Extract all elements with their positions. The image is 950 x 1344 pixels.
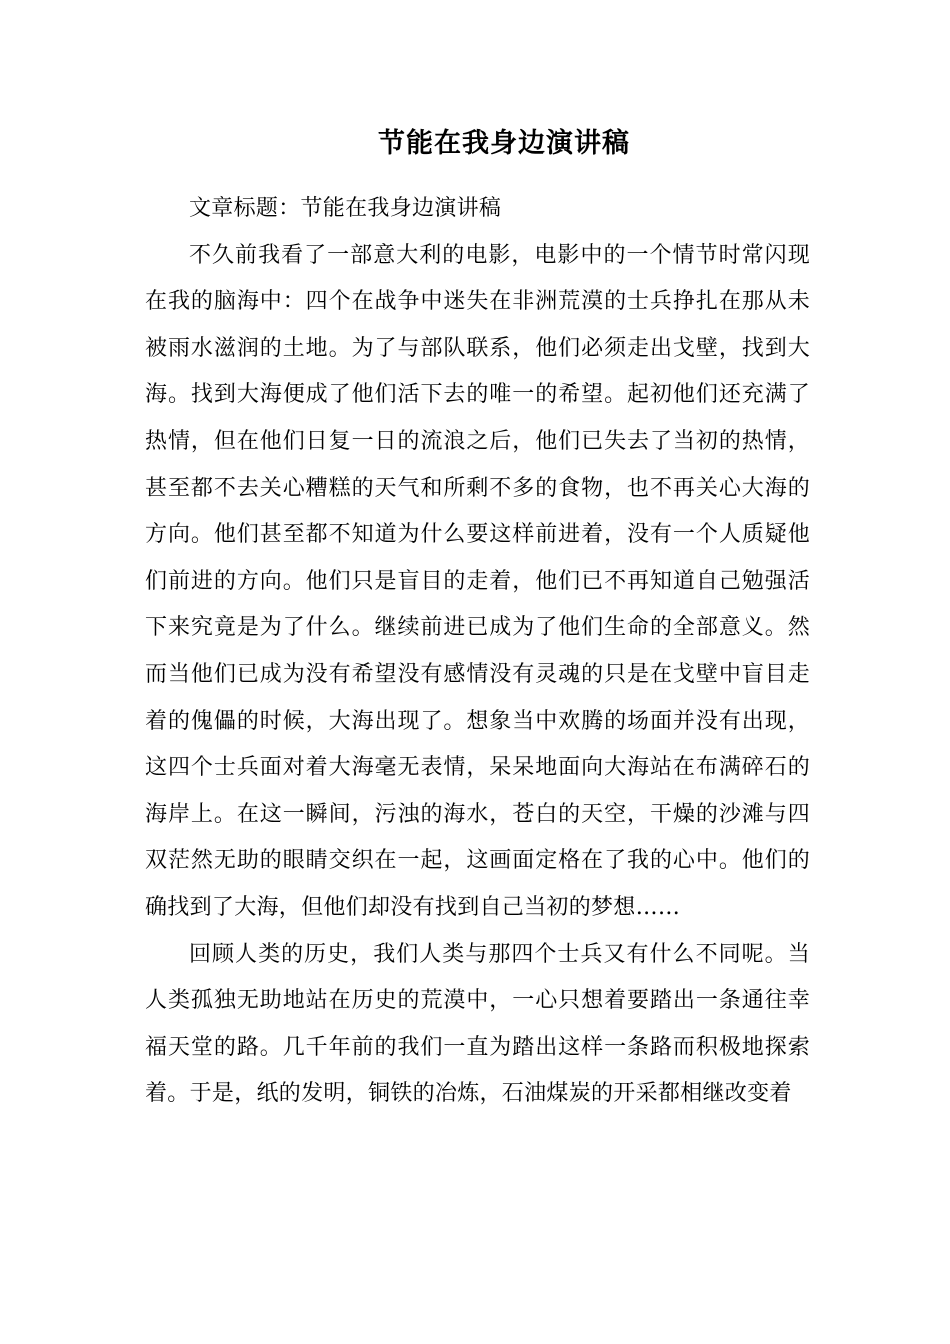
paragraph-2: 回顾人类的历史，我们人类与那四个士兵又有什么不同呢。当人类孤独无助地站在历史的荒漠中，一心只想着要踏出一条通往幸福天堂的路。几千年前的我们一直为踏出这样一条路而积极地探索着。于是，纸的发明，铜铁的冶炼，石油煤炭的开采都相继改变着 bbox=[145, 941, 810, 1107]
paragraph-1: 不久前我看了一部意大利的电影，电影中的一个情节时常闪现在我的脑海中：四个在战争中迷失在非洲荒漠的士兵挣扎在那从未被雨水滋润的土地。为了与部队联系，他们必须走出戈壁，找到大海。找到大海便成了他们活下去的唯一的希望。起初他们还充满了热情，但在他们日复一日的流浪之后，他们已失去了当初的热情，甚至都不去关心糟糕的天气和所剩不多的食物，也不再关心大海的方向。他们甚至都不知道为什么要这样前进着，没有一个人质疑他们前进的方向。他们只是盲目的走着，他们已不再知道自己勉强活下来究竟是为了什么。继续前进已成为了他们生命的全部意义。然而当他们已成为没有希望没有感情没有灵魂的只是在戈壁中盲目走着的傀儡的时候，大海出现了。想象当中欢腾的场面并没有出现，这四个士兵面对着大海毫无表情，呆呆地面向大海站在布满碎石的海岸上。在这一瞬间，污浊的海水，苍白的天空，干燥的沙滩与四双茫然无助的眼睛交织在一起，这画面定格在了我的心中。他们的确找到了大海，但他们却没有找到自己当初的梦想…… bbox=[145, 242, 810, 920]
article-title-line: 文章标题：节能在我身边演讲稿 bbox=[189, 196, 502, 221]
document-title: 节能在我身边演讲稿 bbox=[378, 128, 630, 159]
document-body bbox=[145, 186, 810, 1118]
